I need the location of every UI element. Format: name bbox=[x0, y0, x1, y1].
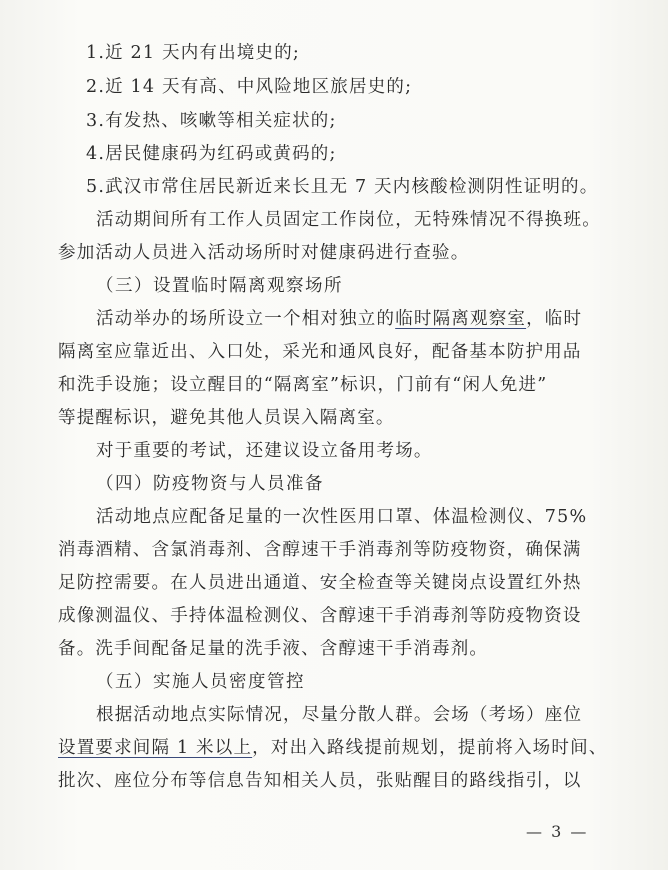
text-span: ，临时 bbox=[526, 309, 583, 329]
text-span: 活动举办的场所设立一个相对独立的 bbox=[96, 309, 396, 329]
list-item: 3.有发热、咳嗽等相关症状的; bbox=[86, 111, 337, 131]
paragraph-line: 足防控需要。在人员进出通道、安全检查等关键岗点设置红外热 bbox=[58, 573, 582, 593]
paragraph-line: 根据活动地点实际情况，尽量分散人群。会场（考场）座位 bbox=[96, 705, 583, 725]
paragraph-line: 活动地点应配备足量的一次性医用口罩、体温检测仪、75% bbox=[96, 507, 588, 527]
paragraph-line: 和洗手设施；设立醒目的“隔离室”标识，门前有“闲人免进” bbox=[58, 375, 548, 395]
paragraph-line: 备。洗手间配备足量的洗手液、含醇速干手消毒剂。 bbox=[58, 639, 489, 659]
list-item: 1.近 21 天内有出境史的; bbox=[86, 43, 300, 63]
section-heading: （三）设置临时隔离观察场所 bbox=[96, 276, 343, 296]
paragraph-line: 批次、座位分布等信息告知相关人员，张贴醒目的路线指引，以 bbox=[58, 771, 582, 791]
paragraph-line: 参加活动人员进入活动场所时对健康码进行查验。 bbox=[58, 243, 470, 263]
paragraph-line: 活动期间所有工作人员固定工作岗位，无特殊情况不得换班。 bbox=[96, 210, 601, 230]
page-number: — 3 — bbox=[526, 822, 589, 841]
list-item: 4.居民健康码为红码或黄码的; bbox=[86, 144, 337, 164]
paragraph-line: 消毒酒精、含氯消毒剂、含醇速干手消毒剂等防疫物资，确保满 bbox=[58, 540, 582, 560]
section-heading: （五）实施人员密度管控 bbox=[96, 672, 305, 692]
paragraph-line: 对于重要的考试，还建议设立备用考场。 bbox=[96, 441, 433, 461]
paragraph-line: 成像测温仪、手持体温检测仪、含醇速干手消毒剂等防疫物资设 bbox=[58, 606, 582, 626]
section-heading: （四）防疫物资与人员准备 bbox=[96, 474, 324, 494]
underlined-text: 设置要求间隔 1 米以上 bbox=[58, 738, 253, 758]
paragraph-line: 等提醒标识，避免其他人员误入隔离室。 bbox=[58, 408, 395, 428]
paragraph-line: 隔离室应靠近出、入口处，采光和通风良好，配备基本防护用品 bbox=[58, 342, 582, 362]
paragraph-line bbox=[58, 737, 607, 759]
underlined-text: 临时隔离观察室 bbox=[395, 309, 527, 329]
text-span: ，对出入路线提前规划，提前将入场时间、 bbox=[252, 738, 608, 758]
list-item: 2.近 14 天有高、中风险地区旅居史的; bbox=[86, 77, 413, 97]
paragraph-line bbox=[96, 308, 582, 330]
list-item: 5.武汉市常住居民新近来长且无 7 天内核酸检测阴性证明的。 bbox=[86, 177, 599, 197]
